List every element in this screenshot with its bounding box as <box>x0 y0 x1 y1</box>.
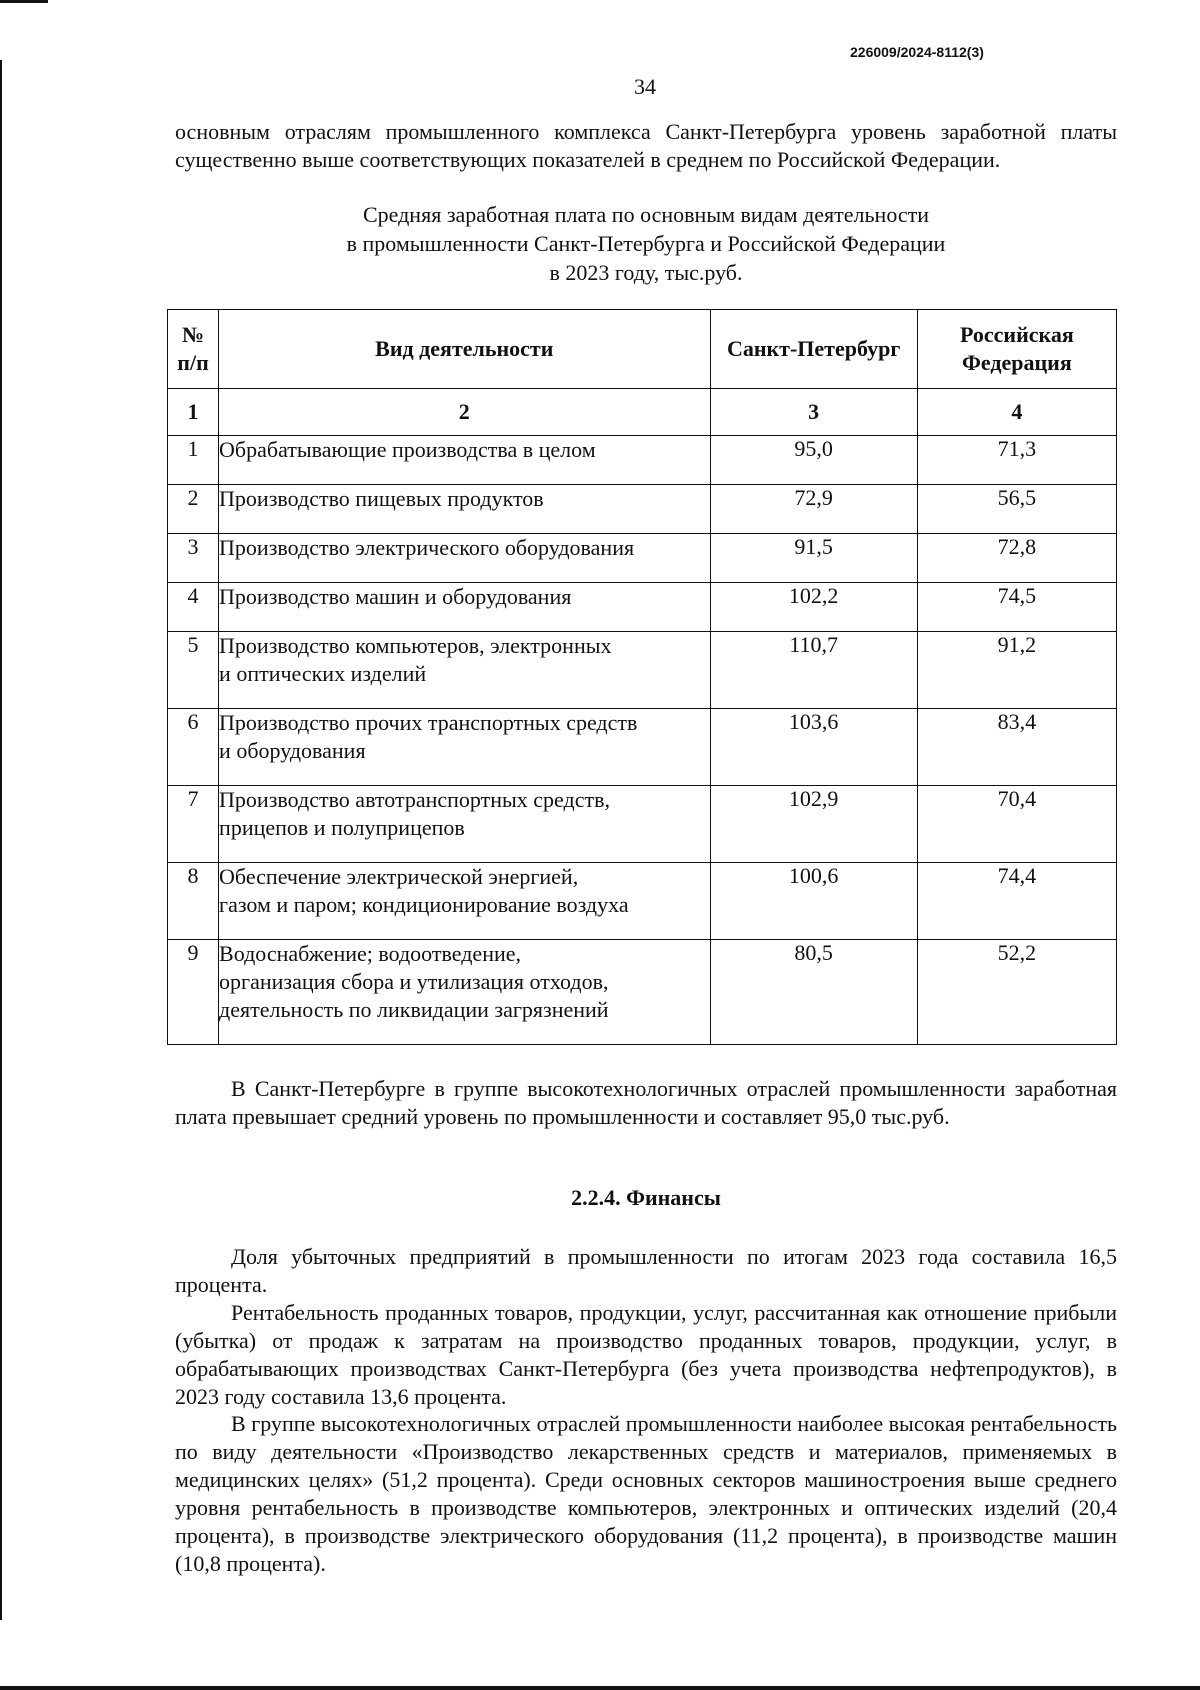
salary-table <box>167 309 1117 1045</box>
column-number: 1 <box>168 389 219 436</box>
row-activity <box>219 583 711 632</box>
activity-line: Водоснабжение; водоотведение, <box>219 941 521 966</box>
row-spb-value: 91,5 <box>710 534 917 583</box>
table-row <box>168 583 1117 632</box>
row-number: 7 <box>168 786 219 863</box>
header-number <box>168 310 219 389</box>
row-activity <box>219 632 711 709</box>
table-row <box>168 786 1117 863</box>
row-rf-value: 91,2 <box>917 632 1116 709</box>
activity-line: и оборудования <box>219 738 366 763</box>
row-activity <box>219 485 711 534</box>
activity-line: Обеспечение электрической энергией, <box>219 864 579 889</box>
activity-line: деятельность по ликвидации загрязнений <box>219 997 609 1022</box>
header-number-line2: п/п <box>177 350 209 375</box>
caption-line: Средняя заработная плата по основным видам деятельности <box>362 202 930 227</box>
column-number: 3 <box>710 389 917 436</box>
row-spb-value: 102,2 <box>710 583 917 632</box>
activity-line: Производство компьютеров, электронных <box>219 633 612 658</box>
header-rf-line1: Российская <box>959 322 1074 347</box>
row-number: 1 <box>168 436 219 485</box>
table-row <box>168 863 1117 940</box>
row-rf-value: 74,4 <box>917 863 1116 940</box>
row-spb-value: 102,9 <box>710 786 917 863</box>
row-number: 4 <box>168 583 219 632</box>
activity-line: Обрабатывающие производства в целом <box>219 437 596 462</box>
row-rf-value: 70,4 <box>917 786 1116 863</box>
row-activity <box>219 786 711 863</box>
row-rf-value: 52,2 <box>917 940 1116 1045</box>
row-activity <box>219 436 711 485</box>
scan-mark-left <box>0 60 2 1620</box>
scan-mark-bottom <box>0 1686 1200 1690</box>
finance-paragraph: Доля убыточных предприятий в промышленности по итогам 2023 года составила 16,5 процента. <box>175 1244 1117 1297</box>
column-number-row <box>168 389 1117 436</box>
activity-line: Производство машин и оборудования <box>219 584 572 609</box>
table-row <box>168 709 1117 786</box>
after-table-paragraph: В Санкт-Петербурге в группе высокотехнологичных отраслей промышленности заработная плата превышает средний уровень по промышленности и составляет 95,0 тыс.руб. <box>175 1076 1117 1129</box>
column-number: 4 <box>917 389 1116 436</box>
row-activity <box>219 863 711 940</box>
scan-mark-top <box>0 0 48 3</box>
row-rf-value: 56,5 <box>917 485 1116 534</box>
table-row <box>168 632 1117 709</box>
activity-line: Производство электрического оборудования <box>219 535 635 560</box>
finance-paragraph: Рентабельность проданных товаров, продукции, услуг, рассчитанная как отношение прибыли (убытка) от продаж к затратам на производство проданных товаров, продукции, услуг, в обрабатывающих производствах Санкт-Петербурга (без учета производства нефтепродуктов), в 2023 году составила 13,6 процента. <box>175 1300 1117 1409</box>
table-header-row <box>168 310 1117 389</box>
row-number: 6 <box>168 709 219 786</box>
header-spb: Санкт-Петербург <box>710 310 917 389</box>
column-number: 2 <box>219 389 711 436</box>
row-number: 2 <box>168 485 219 534</box>
table-row <box>168 436 1117 485</box>
table-row <box>168 940 1117 1045</box>
header-number-line1: № <box>181 322 205 347</box>
row-spb-value: 95,0 <box>710 436 917 485</box>
activity-line: Производство пищевых продуктов <box>219 486 544 511</box>
row-spb-value: 80,5 <box>710 940 917 1045</box>
header-activity: Вид деятельности <box>219 310 711 389</box>
intro-paragraph: основным отраслям промышленного комплекса Санкт-Петербурга уровень заработной платы существенно выше соответствующих показателей в среднем по Российской Федерации. <box>175 119 1117 172</box>
table-row <box>168 534 1117 583</box>
row-spb-value: 103,6 <box>710 709 917 786</box>
activity-line: газом и паром; кондиционирование воздуха <box>219 892 629 917</box>
row-spb-value: 72,9 <box>710 485 917 534</box>
page-number: 34 <box>634 74 656 99</box>
row-rf-value: 74,5 <box>917 583 1116 632</box>
document-id: 226009/2024-8112(3) <box>850 44 984 60</box>
row-activity <box>219 940 711 1045</box>
row-number: 9 <box>168 940 219 1045</box>
finance-paragraph: В группе высокотехнологичных отраслей промышленности наиболее высокая рентабельность по виду деятельности «Производство лекарственных средств и материалов, применяемых в медицинских целях» (51,2 процента). Среди основных секторов машиностроения выше среднего уровня рентабельность в производстве компьютеров, электронных и оптических изделий (20,4 процента), в производстве электрического оборудования (11,2 процента), в производстве машин (10,8 процента). <box>175 1411 1117 1576</box>
caption-line: в 2023 году, тыс.руб. <box>549 260 743 285</box>
header-rf-line2: Федерация <box>962 350 1072 375</box>
section-heading: 2.2.4. Финансы <box>571 1185 721 1210</box>
table-row <box>168 485 1117 534</box>
activity-line: Производство прочих транспортных средств <box>219 710 638 735</box>
row-number: 5 <box>168 632 219 709</box>
activity-line: организация сбора и утилизация отходов, <box>219 969 609 994</box>
row-rf-value: 71,3 <box>917 436 1116 485</box>
activity-line: и оптических изделий <box>219 661 427 686</box>
caption-line: в промышленности Санкт-Петербурга и Российской Федерации <box>346 231 946 256</box>
row-activity <box>219 709 711 786</box>
header-rf <box>917 310 1116 389</box>
row-spb-value: 110,7 <box>710 632 917 709</box>
row-number: 8 <box>168 863 219 940</box>
row-rf-value: 83,4 <box>917 709 1116 786</box>
row-activity <box>219 534 711 583</box>
row-spb-value: 100,6 <box>710 863 917 940</box>
table-caption <box>175 200 1117 287</box>
row-rf-value: 72,8 <box>917 534 1116 583</box>
row-number: 3 <box>168 534 219 583</box>
activity-line: прицепов и полуприцепов <box>219 815 465 840</box>
activity-line: Производство автотранспортных средств, <box>219 787 610 812</box>
